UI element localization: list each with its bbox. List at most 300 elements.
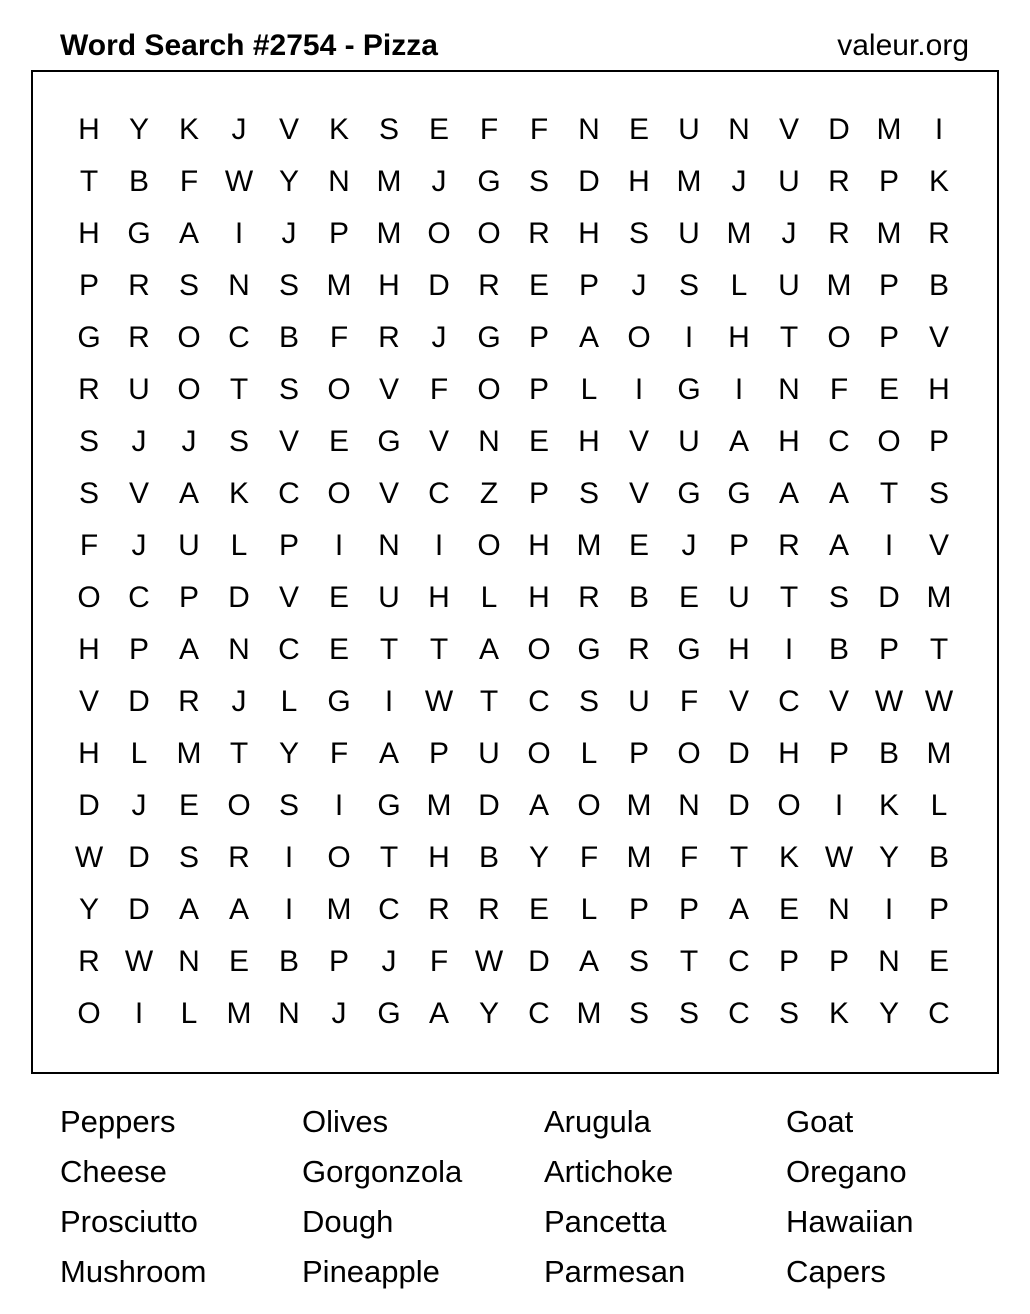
grid-letter: S [78, 425, 99, 458]
grid-letter: S [378, 113, 399, 146]
grid-letter: B [928, 841, 949, 874]
grid-letter: I [334, 529, 344, 562]
grid-letter: E [928, 945, 949, 978]
grid-letter: G [477, 165, 501, 198]
word-list-item: Hawaiian [786, 1204, 914, 1239]
grid-letter: S [78, 477, 99, 510]
grid-letter: S [628, 945, 649, 978]
grid-letter: V [278, 113, 299, 146]
grid-letter: E [528, 893, 549, 926]
grid-letter: B [478, 841, 499, 874]
grid-letter: F [329, 321, 349, 354]
grid-letter: G [77, 321, 101, 354]
grid-letter: K [778, 841, 799, 874]
grid-letter: E [878, 373, 899, 406]
grid-letter: U [478, 737, 500, 770]
grid-letter: V [78, 685, 99, 718]
grid-letter: R [228, 841, 250, 874]
grid-letter: R [128, 321, 150, 354]
grid-letter: D [528, 945, 550, 978]
grid-letter: I [834, 789, 844, 822]
grid-letter: S [828, 581, 849, 614]
word-list-item: Capers [786, 1254, 886, 1289]
grid-letter: S [528, 165, 549, 198]
grid-letter: F [479, 113, 499, 146]
grid-letter: N [828, 893, 850, 926]
word-list [60, 1097, 990, 1297]
grid-letter: P [328, 945, 349, 978]
grid-letter: G [677, 477, 701, 510]
grid-letter: S [578, 477, 599, 510]
grid-letter: T [929, 633, 949, 666]
grid-letter: V [428, 425, 449, 458]
grid-letter: R [828, 165, 850, 198]
word-list-item: Mushroom [60, 1254, 207, 1289]
grid-letter: B [878, 737, 899, 770]
grid-letter: C [828, 425, 850, 458]
grid-letter: S [628, 997, 649, 1030]
grid-letter: I [284, 841, 294, 874]
grid-letter: S [778, 997, 799, 1030]
word-list-item: Prosciutto [60, 1204, 198, 1239]
grid-letter: J [231, 113, 247, 146]
site-name: valeur.org [837, 29, 969, 62]
grid-letter: I [284, 893, 294, 926]
grid-letter: R [628, 633, 650, 666]
grid-letter: D [578, 165, 600, 198]
grid-letter: V [378, 477, 399, 510]
grid-letter: A [428, 997, 449, 1030]
grid-letter: L [580, 737, 598, 770]
grid-letter: A [828, 529, 849, 562]
grid-letter: V [928, 529, 949, 562]
grid-letter: W [74, 841, 104, 874]
grid-letter: Y [278, 165, 299, 198]
grid-letter: M [876, 217, 902, 250]
grid-letter: D [128, 685, 150, 718]
grid-letter: D [478, 789, 500, 822]
grid-letter: T [429, 633, 449, 666]
grid-letter: I [734, 373, 744, 406]
grid-letter: T [779, 581, 799, 614]
grid-letter: V [928, 321, 949, 354]
grid-letter: L [130, 737, 148, 770]
grid-letter: G [327, 685, 351, 718]
grid-letter: C [128, 581, 150, 614]
grid-letter: G [377, 425, 401, 458]
grid-letter: P [178, 581, 199, 614]
grid-letter: M [576, 529, 602, 562]
grid-letter: V [628, 477, 649, 510]
word-list-item: Artichoke [544, 1154, 674, 1189]
grid-letter: I [684, 321, 694, 354]
word-list-item: Arugula [544, 1104, 651, 1139]
grid-letter: I [634, 373, 644, 406]
grid-letter: H [778, 737, 800, 770]
grid-letter: N [678, 789, 700, 822]
grid-letter: G [577, 633, 601, 666]
grid-letter: V [378, 373, 399, 406]
grid-letter: O [77, 997, 101, 1030]
grid-letter: O [327, 373, 351, 406]
grid-letter: P [878, 321, 899, 354]
grid-letter: S [678, 997, 699, 1030]
grid-letter: O [227, 789, 251, 822]
grid-letter: M [626, 841, 652, 874]
grid-letter: H [428, 841, 450, 874]
grid-letter: U [128, 373, 150, 406]
grid-letter: J [431, 321, 447, 354]
grid-letter: V [728, 685, 749, 718]
grid-letter: R [528, 217, 550, 250]
grid-letter: M [826, 269, 852, 302]
grid-letter: W [224, 165, 254, 198]
grid-letter: M [376, 165, 402, 198]
grid-letter: O [877, 425, 901, 458]
grid-letter: O [477, 373, 501, 406]
grid-letter: N [878, 945, 900, 978]
grid-letter: L [580, 373, 598, 406]
grid-letter: M [326, 893, 352, 926]
grid-letter: Y [478, 997, 499, 1030]
grid-letter: T [679, 945, 699, 978]
grid-letter: E [678, 581, 699, 614]
grid-letter: F [429, 373, 449, 406]
grid-letter: C [778, 685, 800, 718]
grid-letter: F [429, 945, 449, 978]
grid-letter: D [128, 841, 150, 874]
grid-letter: W [924, 685, 954, 718]
grid-letter: W [824, 841, 854, 874]
letter-grid [64, 104, 964, 1040]
grid-letter: P [678, 893, 699, 926]
grid-letter: P [778, 945, 799, 978]
grid-letter: I [134, 997, 144, 1030]
grid-letter: H [578, 217, 600, 250]
grid-letter: O [427, 217, 451, 250]
page-title: Word Search #2754 - Pizza [60, 29, 438, 62]
grid-letter: F [529, 113, 549, 146]
grid-letter: K [828, 997, 849, 1030]
grid-letter: E [328, 581, 349, 614]
grid-letter: A [378, 737, 399, 770]
grid-letter: A [828, 477, 849, 510]
grid-letter: R [478, 269, 500, 302]
grid-letter: E [178, 789, 199, 822]
grid-letter: F [829, 373, 849, 406]
grid-letter: O [777, 789, 801, 822]
grid-letter: R [128, 269, 150, 302]
grid-letter: A [178, 633, 199, 666]
grid-letter: H [928, 373, 950, 406]
grid-letter: N [178, 945, 200, 978]
grid-letter: C [428, 477, 450, 510]
grid-letter: P [828, 945, 849, 978]
grid-letter: R [478, 893, 500, 926]
grid-letter: H [528, 581, 550, 614]
grid-letter: R [178, 685, 200, 718]
grid-letter: I [434, 529, 444, 562]
grid-letter: N [778, 373, 800, 406]
grid-letter: M [676, 165, 702, 198]
grid-letter: K [178, 113, 199, 146]
grid-letter: M [926, 581, 952, 614]
grid-letter: U [628, 685, 650, 718]
grid-letter: V [278, 581, 299, 614]
grid-letter: H [78, 737, 100, 770]
grid-letter: H [528, 529, 550, 562]
grid-letter: O [327, 841, 351, 874]
grid-letter: C [228, 321, 250, 354]
grid-letter: R [778, 529, 800, 562]
grid-letter: C [728, 945, 750, 978]
grid-letter: H [78, 633, 100, 666]
grid-letter: J [731, 165, 747, 198]
grid-letter: T [379, 841, 399, 874]
grid-letter: G [677, 633, 701, 666]
grid-letter: O [177, 373, 201, 406]
grid-letter: H [378, 269, 400, 302]
grid-letter: Z [479, 477, 499, 510]
grid-letter: U [678, 113, 700, 146]
grid-letter: W [474, 945, 504, 978]
grid-letter: P [928, 893, 949, 926]
grid-letter: H [728, 321, 750, 354]
grid-letter: I [784, 633, 794, 666]
grid-letter: U [778, 165, 800, 198]
grid-letter: C [528, 997, 550, 1030]
grid-letter: A [178, 893, 199, 926]
grid-letter: G [677, 373, 701, 406]
grid-letter: S [928, 477, 949, 510]
grid-letter: R [78, 373, 100, 406]
grid-letter: J [131, 789, 147, 822]
grid-letter: R [928, 217, 950, 250]
grid-letter: B [828, 633, 849, 666]
grid-letter: W [124, 945, 154, 978]
grid-letter: F [79, 529, 99, 562]
grid-letter: E [328, 425, 349, 458]
grid-letter: D [228, 581, 250, 614]
grid-letter: P [628, 893, 649, 926]
grid-letter: J [781, 217, 797, 250]
grid-letter: Y [878, 997, 899, 1030]
grid-letter: B [128, 165, 149, 198]
grid-letter: L [230, 529, 248, 562]
grid-letter: P [878, 269, 899, 302]
grid-letter: C [928, 997, 950, 1030]
grid-letter: K [328, 113, 349, 146]
grid-letter: F [179, 165, 199, 198]
word-list-item: Oregano [786, 1154, 907, 1189]
grid-letter: S [628, 217, 649, 250]
grid-letter: A [478, 633, 499, 666]
grid-letter: E [228, 945, 249, 978]
grid-letter: P [128, 633, 149, 666]
grid-letter: A [728, 893, 749, 926]
grid-letter: U [678, 425, 700, 458]
grid-letter: C [278, 633, 300, 666]
grid-letter: H [78, 113, 100, 146]
grid-letter: D [428, 269, 450, 302]
grid-letter: N [328, 165, 350, 198]
grid-letter: S [228, 425, 249, 458]
grid-letter: B [928, 269, 949, 302]
grid-letter: N [378, 529, 400, 562]
grid-letter: P [828, 737, 849, 770]
grid-letter: O [577, 789, 601, 822]
grid-letter: V [128, 477, 149, 510]
grid-letter: M [576, 997, 602, 1030]
grid-letter: P [328, 217, 349, 250]
grid-letter: G [127, 217, 151, 250]
grid-letter: I [334, 789, 344, 822]
grid-letter: S [278, 269, 299, 302]
grid-letter: P [878, 165, 899, 198]
grid-letter: H [778, 425, 800, 458]
grid-letter: O [177, 321, 201, 354]
grid-letter: V [828, 685, 849, 718]
grid-letter: B [278, 945, 299, 978]
grid-letter: J [281, 217, 297, 250]
grid-letter: R [578, 581, 600, 614]
grid-letter: Y [78, 893, 99, 926]
grid-letter: E [528, 425, 549, 458]
grid-letter: M [376, 217, 402, 250]
grid-letter: O [627, 321, 651, 354]
grid-letter: R [428, 893, 450, 926]
grid-letter: D [728, 789, 750, 822]
grid-letter: P [528, 477, 549, 510]
grid-letter: A [228, 893, 249, 926]
grid-letter: G [477, 321, 501, 354]
grid-letter: N [278, 997, 300, 1030]
grid-letter: T [729, 841, 749, 874]
grid-letter: A [178, 477, 199, 510]
grid-letter: H [78, 217, 100, 250]
grid-letter: L [930, 789, 948, 822]
grid-letter: V [778, 113, 799, 146]
grid-letter: J [181, 425, 197, 458]
grid-letter: L [180, 997, 198, 1030]
grid-letter: O [477, 529, 501, 562]
grid-letter: A [578, 945, 599, 978]
grid-letter: F [329, 737, 349, 770]
grid-letter: I [384, 685, 394, 718]
grid-letter: C [528, 685, 550, 718]
grid-letter: P [278, 529, 299, 562]
grid-letter: Y [878, 841, 899, 874]
grid-letter: C [278, 477, 300, 510]
grid-letter: S [278, 789, 299, 822]
grid-letter: E [778, 893, 799, 926]
grid-letter: L [580, 893, 598, 926]
grid-letter: C [728, 997, 750, 1030]
grid-letter: D [878, 581, 900, 614]
word-list-item: Dough [302, 1204, 394, 1239]
grid-letter: F [579, 841, 599, 874]
grid-letter: U [778, 269, 800, 302]
grid-letter: M [726, 217, 752, 250]
grid-letter: M [926, 737, 952, 770]
grid-letter: H [728, 633, 750, 666]
grid-letter: P [528, 373, 549, 406]
grid-letter: P [428, 737, 449, 770]
grid-letter: B [278, 321, 299, 354]
grid-letter: M [326, 269, 352, 302]
grid-letter: N [228, 269, 250, 302]
grid-letter: R [828, 217, 850, 250]
grid-letter: J [331, 997, 347, 1030]
grid-letter: K [878, 789, 899, 822]
grid-letter: U [728, 581, 750, 614]
grid-letter: I [884, 529, 894, 562]
grid-letter: E [328, 633, 349, 666]
grid-letter: T [779, 321, 799, 354]
grid-letter: J [131, 425, 147, 458]
grid-letter: M [226, 997, 252, 1030]
grid-letter: M [426, 789, 452, 822]
grid-letter: E [428, 113, 449, 146]
grid-letter: J [131, 529, 147, 562]
grid-letter: O [827, 321, 851, 354]
grid-letter: A [528, 789, 549, 822]
grid-letter: U [678, 217, 700, 250]
grid-letter: N [578, 113, 600, 146]
grid-letter: L [280, 685, 298, 718]
grid-letter: J [631, 269, 647, 302]
grid-letter: T [229, 373, 249, 406]
word-list-item: Goat [786, 1104, 854, 1139]
grid-letter: B [628, 581, 649, 614]
grid-letter: H [578, 425, 600, 458]
grid-letter: Y [128, 113, 149, 146]
grid-letter: A [178, 217, 199, 250]
grid-letter: L [730, 269, 748, 302]
grid-letter: A [778, 477, 799, 510]
word-list-item: Pancetta [544, 1204, 667, 1239]
grid-letter: S [578, 685, 599, 718]
grid-letter: K [228, 477, 249, 510]
grid-letter: G [377, 997, 401, 1030]
grid-letter: U [378, 581, 400, 614]
grid-letter: W [424, 685, 454, 718]
grid-letter: V [278, 425, 299, 458]
grid-letter: A [728, 425, 749, 458]
grid-letter: D [78, 789, 100, 822]
grid-letter: E [628, 113, 649, 146]
grid-letter: S [278, 373, 299, 406]
grid-letter: M [176, 737, 202, 770]
grid-letter: G [727, 477, 751, 510]
grid-letter: L [480, 581, 498, 614]
grid-letter: K [928, 165, 949, 198]
grid-letter: M [626, 789, 652, 822]
grid-letter: N [228, 633, 250, 666]
grid-letter: J [381, 945, 397, 978]
grid-letter: N [728, 113, 750, 146]
grid-letter: T [479, 685, 499, 718]
grid-letter: O [527, 737, 551, 770]
grid-letter: T [79, 165, 99, 198]
grid-letter: G [377, 789, 401, 822]
grid-letter: F [679, 685, 699, 718]
grid-letter: O [327, 477, 351, 510]
grid-letter: V [628, 425, 649, 458]
word-list-item: Olives [302, 1104, 389, 1139]
grid-letter: S [178, 841, 199, 874]
grid-letter: T [879, 477, 899, 510]
